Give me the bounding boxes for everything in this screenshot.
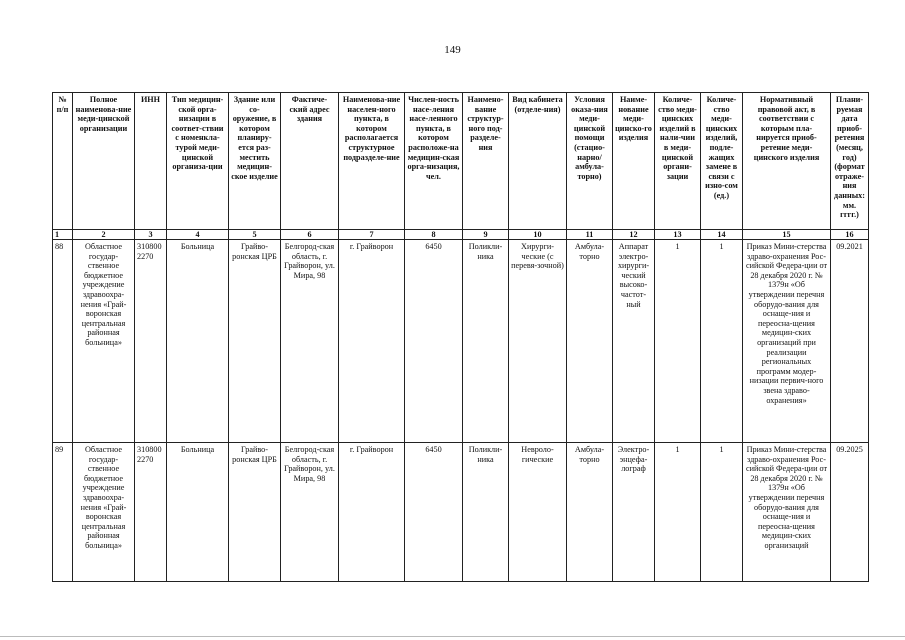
cabinet-type: Хирурги-ческие (с перевя-зочной) [509, 240, 567, 443]
column-number: 3 [135, 230, 167, 240]
inn: 310800 2270 [135, 240, 167, 443]
header-row [53, 93, 869, 230]
header-cell: Наимено-вание структур-ного под-разделе-ния [463, 93, 509, 230]
page-bottom-edge [0, 636, 905, 637]
header-cell: Наименова-ние населен-ного пункта, в котором располагается структурное подразделе-ние [339, 93, 405, 230]
page-number: 149 [444, 44, 461, 56]
care-conditions: Амбула-торно [567, 443, 613, 582]
qty-available: 1 [655, 240, 701, 443]
care-conditions: Амбула-торно [567, 240, 613, 443]
header-cell: Наиме-нование меди-цинско-го изделия [613, 93, 655, 230]
column-number: 11 [567, 230, 613, 240]
division: Поликли-ника [463, 443, 509, 582]
column-number: 10 [509, 230, 567, 240]
organization-type: Больница [167, 240, 229, 443]
header-cell: Плани-руемая дата приоб-ретения (месяц, год) (формат отраже-ния данных: мм. гггг.) [831, 93, 869, 230]
building: Грайво-ронская ЦРБ [229, 240, 281, 443]
locality: г. Грайворон [339, 240, 405, 443]
header-cell: № п/п [53, 93, 73, 230]
medical-equipment-table [52, 92, 869, 582]
population: 6450 [405, 443, 463, 582]
cabinet-type: Невроло-гические [509, 443, 567, 582]
organization-name: Областное государ-ственное бюджетное учреждение здравоохра-нения «Грай-воронская центральная районная больница» [73, 443, 135, 582]
header-cell: Вид кабинета (отделе-ния) [509, 93, 567, 230]
inn: 310800 2270 [135, 443, 167, 582]
column-number: 8 [405, 230, 463, 240]
device-name: Аппарат электро-хирурги-ческий высоко-частот-ный [613, 240, 655, 443]
row-number: 88 [53, 240, 73, 443]
population: 6450 [405, 240, 463, 443]
locality: г. Грайворон [339, 443, 405, 582]
qty-available: 1 [655, 443, 701, 582]
division: Поликли-ника [463, 240, 509, 443]
column-number: 13 [655, 230, 701, 240]
column-number-row [53, 230, 869, 240]
column-number: 5 [229, 230, 281, 240]
organization-name: Областное государ-ственное бюджетное учреждение здравоохра-нения «Грай-воронская центральная районная больница» [73, 240, 135, 443]
header-cell: Фактиче-ский адрес здания [281, 93, 339, 230]
qty-to-replace: 1 [701, 240, 743, 443]
header-cell: Количе-ство меди-цинских изделий в нали-чии в меди-цинской органи-зации [655, 93, 701, 230]
header-cell: Нормативный правовой акт, в соответствии с которым пла-нируется приоб-ретение меди-цинского изделия [743, 93, 831, 230]
column-number: 2 [73, 230, 135, 240]
address: Белгород-ская область, г. Грайворон, ул. Мира, 98 [281, 240, 339, 443]
column-number: 7 [339, 230, 405, 240]
column-number: 12 [613, 230, 655, 240]
qty-to-replace: 1 [701, 443, 743, 582]
building: Грайво-ронская ЦРБ [229, 443, 281, 582]
organization-type: Больница [167, 443, 229, 582]
header-cell: Здание или со-оружение, в котором планиру-ется раз-местить медицин-ское изделие [229, 93, 281, 230]
header-cell: Полное наименова-ние меди-цинской организации [73, 93, 135, 230]
column-number: 6 [281, 230, 339, 240]
header-cell: Условия оказа-ния меди-цинской помощи (стацио-нарно/ амбула-торно) [567, 93, 613, 230]
column-number: 4 [167, 230, 229, 240]
device-name: Электро-энцефа-лограф [613, 443, 655, 582]
header-cell: Количе-ство меди-цинских изделий, подле-жащих замене в связи с изно-сом (ед.) [701, 93, 743, 230]
column-number: 9 [463, 230, 509, 240]
column-number: 1 [53, 230, 73, 240]
legal-act: Приказ Мини-стерства здраво-охранения Рос-сийской Федера-ции от 28 декабря 2020 г. № 1379н «Об утверждении перечня оборудо-вания для оснаще-ния и переосна-щения медицин-ских организаций при реализации региональных программ модер-низации первич-ного звена здраво-охранения» [743, 240, 831, 443]
planned-date: 09.2025 [831, 443, 869, 582]
column-number: 14 [701, 230, 743, 240]
column-number: 15 [743, 230, 831, 240]
row-number: 89 [53, 443, 73, 582]
table-row [53, 240, 869, 443]
legal-act: Приказ Мини-стерства здраво-охранения Рос-сийской Федера-ции от 28 декабря 2020 г. № 1379н «Об утверждении перечня оборудо-вания для оснаще-ния и переосна-щения медицин-ских организаций [743, 443, 831, 582]
header-cell: ИНН [135, 93, 167, 230]
column-number: 16 [831, 230, 869, 240]
header-cell: Числен-ность насе-ления насе-ленного пункта, в котором расположе-на медицин-ская орга-низация, чел. [405, 93, 463, 230]
planned-date: 09.2021 [831, 240, 869, 443]
table-row [53, 443, 869, 582]
header-cell: Тип медицин-ской орга-низации в соответ-ствии с номенкла-турой меди-цинской организа-ции [167, 93, 229, 230]
address: Белгород-ская область, г. Грайворон, ул. Мира, 98 [281, 443, 339, 582]
